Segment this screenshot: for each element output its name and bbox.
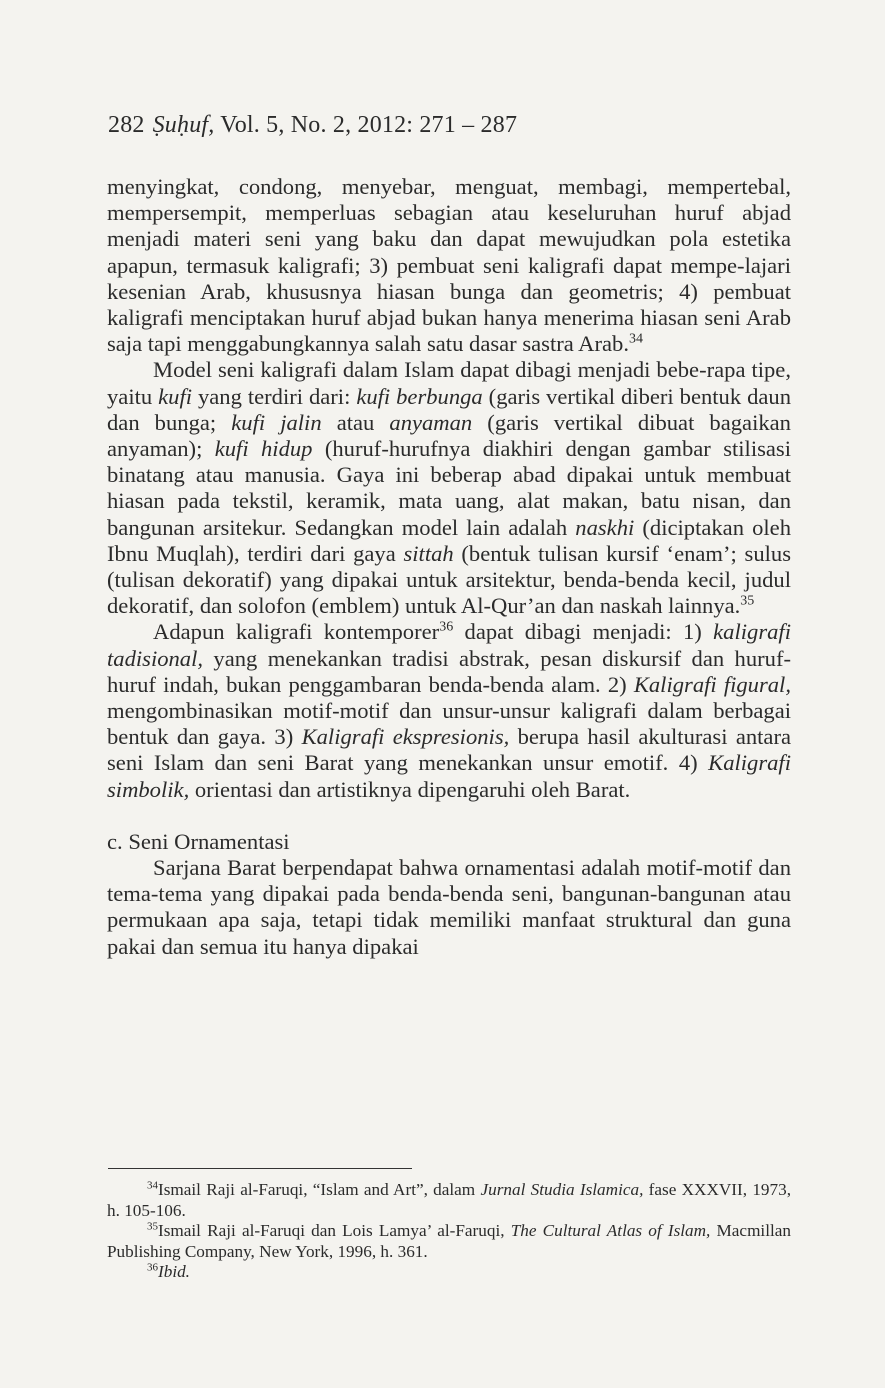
footnotes xyxy=(107,1180,791,1283)
footnote-text: Ismail Raji al-Faruqi dan Lois Lamya’ al-Faruqi, xyxy=(158,1221,511,1241)
term-naskhi: naskhi xyxy=(575,514,635,540)
paragraph-1-text: menyingkat, condong, menyebar, menguat, membagi, mempertebal, mempersempit, memperluas sebagian atau keseluruhan huruf abjad menjadi materi seni yang baku dan dapat mewujudkan pola estetika apapun, termasuk kaligrafi; 3) pembuat seni kaligrafi dapat mempe-lajari kesenian Arab, khususnya hiasan bunga dan geometris; 4) pembuat kaligrafi menciptakan huruf abjad bukan hanya menerima hiasan seni Arab saja tapi menggabungkannya salah satu dasar sastra Arab. xyxy=(107,174,791,357)
footnote-34 xyxy=(107,1180,791,1221)
term-kaligrafi-tradisional: kaligrafi tadisional, xyxy=(107,619,791,671)
footnote-36 xyxy=(107,1262,791,1283)
term-kufi-jalin: kufi jalin xyxy=(231,409,322,435)
text-run: (garis vertikal dibuat bagaikan anyaman); xyxy=(107,409,791,462)
footnote-35 xyxy=(107,1221,791,1262)
footnote-ibid: Ibid. xyxy=(158,1262,190,1282)
footnote-text: Macmillan Publishing Company, New York, 1996, h. 361. xyxy=(107,1221,791,1261)
text-run: berupa hasil akulturasi antara seni Islam dan seni Barat yang menekankan unsur emotif. 4) xyxy=(107,724,792,776)
text-run: Model seni kaligrafi dalam Islam dapat dibagi menjadi bebe-rapa tipe, yaitu xyxy=(107,357,791,409)
term-kaligrafi-ekspresionis: Kaligrafi ekspresionis, xyxy=(301,724,510,750)
text-run: (garis vertikal diberi bentuk daun dan bunga; xyxy=(107,383,791,435)
footnote-title: The Cultural Atlas of Islam, xyxy=(510,1221,711,1241)
footnote-ref-36[interactable]: 36 xyxy=(439,619,454,635)
footnote-title: Jurnal Studia Islamica, xyxy=(480,1180,644,1199)
text-run: (bentuk tulisan kursif ‘enam’; sulus (tulisan dekoratif) yang dipakai untuk arsitektur, benda-benda kecil, judul dekoratif, dan solofon (emblem) untuk Al-Qur’an dan naskah lainnya. xyxy=(107,540,791,619)
footnote-ref-34[interactable]: 34 xyxy=(629,331,643,347)
page-number: 282 xyxy=(108,112,145,138)
term-kufi-berbunga: kufi berbunga xyxy=(356,383,483,409)
footnote-text: Ismail Raji al-Faruqi, “Islam and Art”, dalam xyxy=(158,1180,481,1199)
text-run: atau xyxy=(321,409,390,435)
footnote-number: 35 xyxy=(147,1220,158,1233)
journal-citation: Vol. 5, No. 2, 2012: 271 – 287 xyxy=(214,112,518,138)
term-kufi: kufi xyxy=(158,383,193,409)
footnote-text: fase XXXVII, 1973, h. 105-106. xyxy=(107,1180,791,1220)
journal-name: Ṣuḥuf, xyxy=(152,112,215,138)
body-text xyxy=(107,174,791,960)
term-sittah: sittah xyxy=(403,540,454,566)
text-run: (diciptakan oleh Ibnu Muqlah), terdiri dari gaya xyxy=(107,514,791,566)
text-run: (huruf-hurufnya diakhiri dengan gambar stilisasi binatang atau manusia. Gaya ini beberap abad dipakai untuk membuat hiasan pada tekstil, keramik, mata uang, alat makan, batu nisan, dan bangunan arsitekur. Sedangkan model lain adalah xyxy=(107,436,791,540)
paragraph-3 xyxy=(107,619,791,802)
footnote-ref-35[interactable]: 35 xyxy=(740,593,755,609)
text-run: yang terdiri dari: xyxy=(192,383,357,409)
footnote-divider xyxy=(108,1168,412,1169)
text-run: orientasi dan artistiknya dipengaruhi oleh Barat. xyxy=(189,776,631,802)
text-run: Adapun kaligrafi kontemporer xyxy=(153,619,440,645)
paragraph-2 xyxy=(107,357,791,619)
running-header xyxy=(108,112,517,139)
term-kaligrafi-simbolik: Kaligrafi simbolik, xyxy=(107,750,791,802)
term-kufi-hidup: kufi hidup xyxy=(214,436,313,462)
term-kaligrafi-figural: Kaligrafi figural, xyxy=(633,671,791,697)
text-run: mengombinasikan motif-motif dan unsur-unsur kaligrafi dalam berbagai bentuk dan gaya. 3) xyxy=(107,698,791,750)
footnote-number: 34 xyxy=(147,1179,158,1192)
text-run: yang menekankan tradisi abstrak, pesan diskursif dan huruf-huruf indah, bukan penggambaran benda-benda alam. 2) xyxy=(107,645,791,697)
term-anyaman: anyaman xyxy=(389,409,473,435)
footnote-number: 36 xyxy=(147,1261,158,1274)
paragraph-4: Sarjana Barat berpendapat bahwa ornamentasi adalah motif-motif dan tema-tema yang dipakai pada benda-benda seni, bangunan-bangunan atau permukaan apa saja, tetapi tidak memiliki manfaat struktural dan guna pakai dan semua itu hanya dipakai xyxy=(107,855,791,959)
text-run: dapat dibagi menjadi: 1) xyxy=(453,619,714,645)
section-heading: c. Seni Ornamentasi xyxy=(107,828,290,854)
paragraph-1 xyxy=(107,174,791,357)
